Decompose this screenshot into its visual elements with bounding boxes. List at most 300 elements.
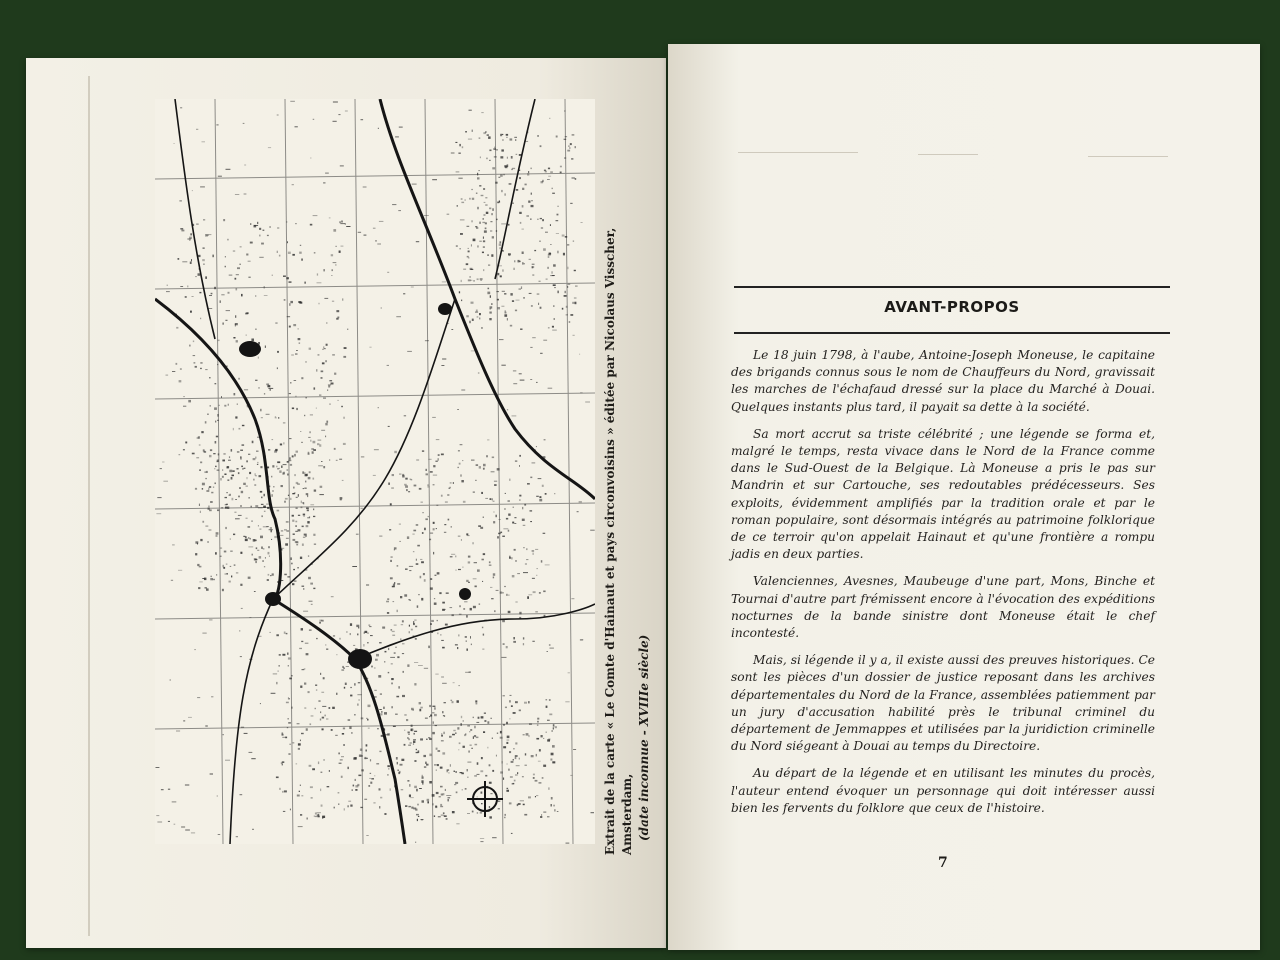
map-terrain-hatch xyxy=(277,461,280,463)
map-village-mark xyxy=(469,672,471,673)
map-terrain-hatch xyxy=(188,400,191,403)
map-terrain-hatch xyxy=(379,642,382,643)
map-terrain-hatch xyxy=(281,530,283,531)
map-terrain-hatch xyxy=(506,134,508,136)
map-terrain-hatch xyxy=(489,782,492,784)
map-village-mark xyxy=(458,685,460,686)
map-terrain-hatch xyxy=(380,713,382,715)
map-terrain-hatch xyxy=(444,524,446,525)
map-terrain-hatch xyxy=(488,136,491,139)
map-terrain-hatch xyxy=(301,442,302,443)
map-terrain-hatch xyxy=(513,712,516,714)
map-village-mark xyxy=(244,194,247,195)
map-terrain-hatch xyxy=(530,477,532,479)
map-terrain-hatch xyxy=(293,539,296,541)
map-terrain-hatch xyxy=(472,198,474,200)
map-terrain-hatch xyxy=(497,273,499,275)
map-terrain-hatch xyxy=(366,750,367,752)
map-terrain-hatch xyxy=(264,393,265,395)
map-terrain-hatch xyxy=(453,482,454,484)
map-village-mark xyxy=(565,136,567,137)
map-terrain-hatch xyxy=(413,551,415,552)
map-terrain-hatch xyxy=(448,519,450,521)
map-terrain-hatch xyxy=(389,529,391,530)
map-village-mark xyxy=(462,460,463,461)
map-village-mark xyxy=(441,677,444,678)
map-terrain-hatch xyxy=(239,428,241,430)
map-terrain-hatch xyxy=(435,725,437,726)
map-terrain-hatch xyxy=(350,687,352,688)
map-village-mark xyxy=(442,683,447,684)
map-village-mark xyxy=(298,826,303,827)
map-terrain-hatch xyxy=(450,487,451,488)
map-terrain-hatch xyxy=(411,807,413,809)
map-village-mark xyxy=(180,107,182,108)
map-terrain-hatch xyxy=(387,774,388,775)
map-terrain-hatch xyxy=(542,777,544,779)
map-terrain-hatch xyxy=(309,630,312,631)
map-village-mark xyxy=(348,801,351,802)
map-terrain-hatch xyxy=(190,311,192,313)
map-terrain-hatch xyxy=(309,348,311,350)
map-terrain-hatch xyxy=(290,382,292,383)
map-terrain-hatch xyxy=(455,644,458,645)
map-terrain-hatch xyxy=(390,577,393,579)
map-terrain-hatch xyxy=(519,612,521,615)
map-terrain-hatch xyxy=(460,233,463,235)
map-terrain-hatch xyxy=(329,707,331,709)
map-village-mark xyxy=(515,602,517,603)
map-terrain-hatch xyxy=(289,281,292,283)
map-terrain-hatch xyxy=(343,356,346,358)
map-terrain-hatch xyxy=(228,404,229,406)
map-terrain-hatch xyxy=(308,555,309,557)
map-terrain-hatch xyxy=(524,263,525,264)
map-terrain-hatch xyxy=(455,142,457,143)
map-terrain-hatch xyxy=(414,485,417,487)
map-terrain-hatch xyxy=(233,534,235,536)
map-village-mark xyxy=(241,727,244,728)
map-terrain-hatch xyxy=(315,708,317,709)
map-terrain-hatch xyxy=(496,230,497,231)
map-terrain-hatch xyxy=(264,494,265,497)
map-terrain-hatch xyxy=(437,633,438,635)
map-village-mark xyxy=(590,530,595,531)
map-terrain-hatch xyxy=(493,577,494,579)
map-terrain-hatch xyxy=(404,484,407,486)
map-village-mark xyxy=(416,460,419,461)
map-terrain-hatch xyxy=(298,743,301,745)
map-village-mark xyxy=(503,695,505,696)
map-village-mark xyxy=(379,709,382,710)
map-terrain-hatch xyxy=(237,468,239,470)
map-terrain-hatch xyxy=(510,776,513,777)
map-terrain-hatch xyxy=(460,772,463,773)
map-terrain-hatch xyxy=(554,318,555,320)
map-terrain-hatch xyxy=(222,460,225,462)
map-terrain-hatch xyxy=(416,563,419,565)
map-terrain-hatch xyxy=(466,263,469,265)
map-village-mark xyxy=(571,598,574,599)
map-terrain-hatch xyxy=(495,515,497,518)
map-terrain-hatch xyxy=(550,759,552,761)
map-village-mark xyxy=(546,699,548,700)
map-village-mark xyxy=(202,578,204,579)
map-terrain-hatch xyxy=(546,732,547,734)
map-terrain-hatch xyxy=(523,804,525,806)
map-terrain-hatch xyxy=(217,460,219,463)
map-village-mark xyxy=(532,337,536,338)
map-terrain-hatch xyxy=(512,300,514,302)
map-terrain-hatch xyxy=(514,260,515,262)
map-terrain-hatch xyxy=(304,516,305,517)
map-terrain-hatch xyxy=(335,735,338,736)
map-village-mark xyxy=(208,234,212,235)
map-terrain-hatch xyxy=(292,408,294,410)
map-caption-source: Extrait de la carte « Le Comte d'Hainaut et pays circonvoisins » éditée par Nicolaus Visscher, Amsterdam, xyxy=(603,227,634,855)
map-terrain-hatch xyxy=(384,712,387,715)
map-terrain-hatch xyxy=(531,305,533,307)
map-village-mark xyxy=(502,291,505,292)
map-village-mark xyxy=(316,408,317,409)
map-terrain-hatch xyxy=(482,627,483,629)
map-terrain-hatch xyxy=(491,718,492,719)
map-terrain-hatch xyxy=(301,501,302,504)
map-terrain-hatch xyxy=(303,588,304,589)
map-village-mark xyxy=(570,775,572,776)
map-terrain-hatch xyxy=(469,276,470,277)
map-terrain-hatch xyxy=(281,762,282,764)
map-terrain-hatch xyxy=(477,812,478,814)
map-village-mark xyxy=(477,796,478,797)
map-terrain-hatch xyxy=(341,406,343,407)
map-terrain-hatch xyxy=(203,264,204,265)
map-terrain-hatch xyxy=(202,259,205,261)
map-terrain-hatch xyxy=(519,212,522,214)
map-terrain-hatch xyxy=(340,497,343,499)
map-terrain-hatch xyxy=(308,453,310,455)
map-terrain-hatch xyxy=(461,539,462,540)
map-terrain-hatch xyxy=(517,772,518,774)
map-village-mark xyxy=(530,379,532,380)
map-terrain-hatch xyxy=(429,781,432,784)
map-village-mark xyxy=(205,369,207,370)
map-terrain-hatch xyxy=(206,588,209,590)
map-terrain-hatch xyxy=(545,171,547,173)
map-terrain-hatch xyxy=(476,737,479,739)
map-terrain-hatch xyxy=(483,464,486,467)
map-terrain-hatch xyxy=(489,160,490,161)
map-terrain-hatch xyxy=(289,303,290,306)
map-terrain-hatch xyxy=(390,788,391,790)
map-terrain-hatch xyxy=(374,775,375,776)
map-terrain-hatch xyxy=(267,507,269,509)
map-terrain-hatch xyxy=(480,527,483,529)
map-terrain-hatch xyxy=(415,626,417,628)
map-terrain-hatch xyxy=(419,709,421,712)
map-terrain-hatch xyxy=(342,666,343,668)
map-terrain-hatch xyxy=(199,504,200,506)
map-village-mark xyxy=(490,231,492,232)
map-terrain-hatch xyxy=(476,193,478,195)
map-village-mark xyxy=(399,127,403,128)
map-village-mark xyxy=(411,287,414,288)
map-terrain-hatch xyxy=(310,583,313,585)
map-terrain-hatch xyxy=(459,291,460,293)
map-village-mark xyxy=(298,328,299,329)
map-terrain-hatch xyxy=(505,312,507,314)
map-terrain-hatch xyxy=(436,505,438,506)
map-terrain-hatch xyxy=(466,615,467,618)
map-terrain-hatch xyxy=(366,744,368,746)
map-terrain-hatch xyxy=(270,389,271,391)
map-terrain-hatch xyxy=(331,729,333,731)
map-terrain-hatch xyxy=(574,297,577,298)
map-terrain-hatch xyxy=(428,516,429,517)
map-village-mark xyxy=(341,756,344,757)
map-village-mark xyxy=(172,544,175,545)
map-terrain-hatch xyxy=(539,499,542,502)
map-terrain-hatch xyxy=(542,180,544,182)
map-terrain-hatch xyxy=(472,130,473,132)
map-village-mark xyxy=(179,454,181,455)
map-terrain-hatch xyxy=(394,547,397,549)
map-terrain-hatch xyxy=(452,701,454,703)
map-terrain-hatch xyxy=(513,748,515,749)
map-terrain-hatch xyxy=(493,511,494,512)
map-village-mark xyxy=(174,824,176,825)
map-terrain-hatch xyxy=(441,794,443,796)
map-village-mark xyxy=(339,763,342,764)
map-village-mark xyxy=(543,738,544,739)
map-terrain-hatch xyxy=(288,753,290,755)
map-terrain-hatch xyxy=(205,526,208,527)
map-terrain-hatch xyxy=(367,642,369,643)
map-village-mark xyxy=(192,190,193,191)
map-terrain-hatch xyxy=(552,193,555,194)
map-terrain-hatch xyxy=(546,706,548,708)
map-terrain-hatch xyxy=(525,753,526,755)
map-village-mark xyxy=(468,582,470,583)
map-village-mark xyxy=(564,111,565,112)
map-terrain-hatch xyxy=(297,567,299,568)
map-terrain-hatch xyxy=(193,355,196,356)
map-terrain-hatch xyxy=(511,557,512,559)
map-terrain-hatch xyxy=(407,780,409,781)
map-terrain-hatch xyxy=(512,203,514,205)
map-terrain-hatch xyxy=(512,783,514,784)
map-village-mark xyxy=(311,604,313,605)
map-terrain-hatch xyxy=(473,239,476,242)
map-terrain-hatch xyxy=(531,205,534,207)
map-terrain-hatch xyxy=(394,549,395,550)
map-village-mark xyxy=(432,179,437,180)
map-terrain-hatch xyxy=(387,765,390,767)
map-village-mark xyxy=(579,501,582,502)
map-terrain-hatch xyxy=(504,817,505,819)
map-terrain-hatch xyxy=(434,598,435,599)
map-terrain-hatch xyxy=(210,501,213,503)
map-terrain-hatch xyxy=(271,539,272,540)
map-terrain-hatch xyxy=(322,362,325,364)
map-terrain-hatch xyxy=(391,663,393,664)
map-terrain-hatch xyxy=(282,733,284,734)
map-terrain-hatch xyxy=(277,510,280,512)
map-terrain-hatch xyxy=(416,789,418,792)
map-terrain-hatch xyxy=(395,714,398,716)
map-terrain-hatch xyxy=(479,222,481,224)
map-village-mark xyxy=(420,819,424,820)
paragraph: Le 18 juin 1798, à l'aube, Antoine-Joseph Moneuse, le capitaine des brigands connus sous le nom de Chauffeurs du Nord, gravissait les marches de l'échafaud dressé sur la place du Marché à Douai. Quelques instants plus tard, il payait sa dette à la société. xyxy=(731,348,1155,414)
map-village-mark xyxy=(367,633,369,634)
map-terrain-hatch xyxy=(557,251,558,254)
map-village-mark xyxy=(268,388,273,389)
map-terrain-hatch xyxy=(469,321,470,324)
map-village-mark xyxy=(289,438,292,439)
map-village-mark xyxy=(300,245,301,246)
map-terrain-hatch xyxy=(190,233,192,235)
map-terrain-hatch xyxy=(399,686,400,688)
map-terrain-hatch xyxy=(426,469,427,471)
map-village-mark xyxy=(244,389,248,390)
map-terrain-hatch xyxy=(553,264,556,266)
map-terrain-hatch xyxy=(380,693,382,694)
map-terrain-hatch xyxy=(414,786,417,788)
map-terrain-hatch xyxy=(435,461,437,462)
map-terrain-hatch xyxy=(380,797,382,799)
map-terrain-hatch xyxy=(284,790,287,792)
map-village-mark xyxy=(205,726,208,727)
map-terrain-hatch xyxy=(217,469,220,471)
map-terrain-hatch xyxy=(183,449,185,450)
map-terrain-hatch xyxy=(479,466,481,469)
map-terrain-hatch xyxy=(304,707,306,708)
map-village-mark xyxy=(507,409,508,410)
map-terrain-hatch xyxy=(456,245,458,246)
map-terrain-hatch xyxy=(324,348,325,349)
map-terrain-hatch xyxy=(537,219,538,220)
map-terrain-hatch xyxy=(344,347,347,349)
map-terrain-hatch xyxy=(201,431,203,433)
map-terrain-hatch xyxy=(482,252,484,254)
map-terrain-hatch xyxy=(502,761,503,763)
map-terrain-hatch xyxy=(543,811,546,813)
map-terrain-hatch xyxy=(325,715,326,717)
map-village-mark xyxy=(464,601,467,602)
map-terrain-hatch xyxy=(232,498,234,501)
map-terrain-hatch xyxy=(191,259,192,261)
map-terrain-hatch xyxy=(284,632,286,634)
map-village-mark xyxy=(364,235,367,236)
map-terrain-hatch xyxy=(336,318,338,320)
map-terrain-hatch xyxy=(234,565,236,566)
map-terrain-hatch xyxy=(416,559,417,561)
map-terrain-hatch xyxy=(315,813,317,815)
map-terrain-hatch xyxy=(543,248,546,251)
map-terrain-hatch xyxy=(508,530,510,532)
map-terrain-hatch xyxy=(536,496,539,497)
map-terrain-hatch xyxy=(355,779,356,781)
map-village-mark xyxy=(455,570,456,571)
map-terrain-hatch xyxy=(354,714,355,716)
map-village-mark xyxy=(436,439,440,440)
map-village-mark xyxy=(218,834,221,835)
map-terrain-hatch xyxy=(493,148,496,150)
map-terrain-hatch xyxy=(541,735,543,737)
map-terrain-hatch xyxy=(529,293,532,294)
map-village-mark xyxy=(381,308,382,309)
map-village-mark xyxy=(283,464,287,465)
map-terrain-hatch xyxy=(443,812,445,814)
map-village-mark xyxy=(373,228,376,229)
map-terrain-hatch xyxy=(237,451,240,452)
map-terrain-hatch xyxy=(492,167,495,169)
map-village-mark xyxy=(442,281,446,282)
map-village-mark xyxy=(364,758,368,759)
map-village-mark xyxy=(295,126,298,127)
map-terrain-hatch xyxy=(232,470,234,472)
map-terrain-hatch xyxy=(383,707,385,709)
map-terrain-hatch xyxy=(212,255,214,258)
map-terrain-hatch xyxy=(336,654,337,655)
map-terrain-hatch xyxy=(521,286,522,289)
map-terrain-hatch xyxy=(308,577,311,579)
map-terrain-hatch xyxy=(566,314,568,315)
map-terrain-hatch xyxy=(370,778,371,779)
map-village-mark xyxy=(573,749,576,750)
map-terrain-hatch xyxy=(205,276,207,279)
map-terrain-hatch xyxy=(463,501,466,503)
map-terrain-hatch xyxy=(239,264,241,265)
map-terrain-hatch xyxy=(220,300,222,303)
map-terrain-hatch xyxy=(231,449,233,452)
map-caption-date: (date inconnue - XVIIIe siècle) xyxy=(637,634,651,841)
map-terrain-hatch xyxy=(509,751,511,753)
map-terrain-hatch xyxy=(222,470,223,471)
map-village-mark xyxy=(557,811,559,812)
map-terrain-hatch xyxy=(277,671,279,672)
map-terrain-hatch xyxy=(552,326,554,328)
map-village-mark xyxy=(225,574,226,575)
map-terrain-hatch xyxy=(435,806,437,808)
map-village-mark xyxy=(556,233,559,234)
map-terrain-hatch xyxy=(554,809,555,811)
map-terrain-hatch xyxy=(320,719,321,721)
map-village-mark xyxy=(273,673,277,674)
map-terrain-hatch xyxy=(288,495,289,496)
map-village-mark xyxy=(241,608,243,609)
map-terrain-hatch xyxy=(329,380,332,381)
map-village-mark xyxy=(516,765,520,766)
map-terrain-hatch xyxy=(431,620,434,622)
map-terrain-hatch xyxy=(419,488,422,490)
map-terrain-hatch xyxy=(392,706,393,708)
map-village-mark xyxy=(249,617,251,618)
map-terrain-hatch xyxy=(325,360,327,362)
map-village-mark xyxy=(217,796,218,797)
map-terrain-hatch xyxy=(434,707,435,709)
map-terrain-hatch xyxy=(491,254,493,256)
map-terrain-hatch xyxy=(290,301,293,303)
map-terrain-hatch xyxy=(508,500,510,502)
map-village-mark xyxy=(480,838,484,839)
map-terrain-hatch xyxy=(550,224,551,226)
map-terrain-hatch xyxy=(348,719,351,721)
map-terrain-hatch xyxy=(504,165,507,167)
map-village-mark xyxy=(294,492,295,493)
map-terrain-hatch xyxy=(209,377,211,378)
map-terrain-hatch xyxy=(532,274,534,275)
